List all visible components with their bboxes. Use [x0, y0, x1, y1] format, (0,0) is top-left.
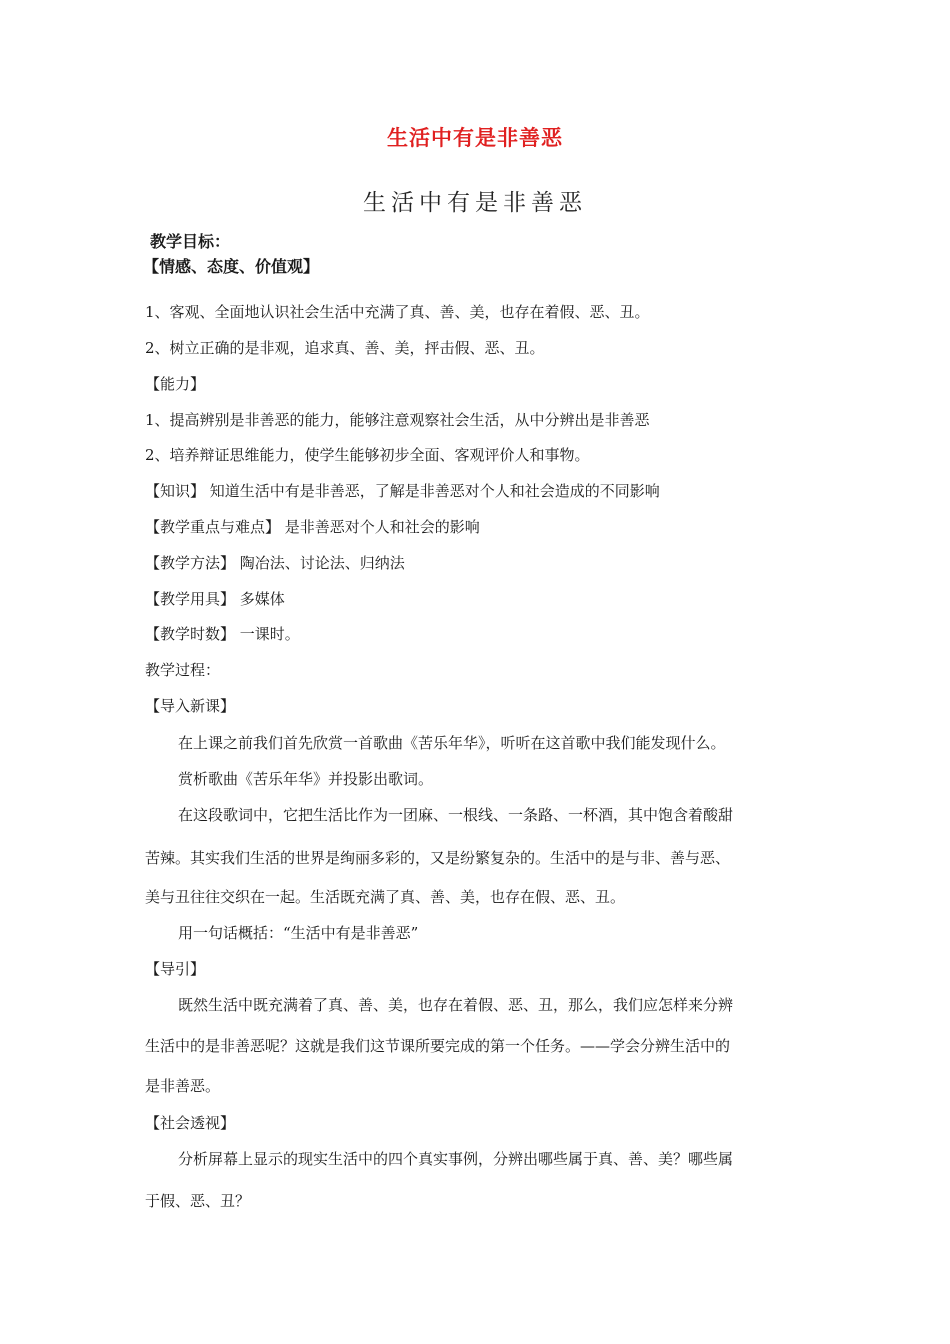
document-subtitle: 生活中有是非善恶 [363, 190, 587, 216]
section-heading-guide: 【导引】 [145, 960, 206, 978]
knowledge-line: 【知识】 知道生活中有是非善恶，了解是非善恶对个人和社会造成的不同影响 [145, 482, 660, 500]
process-heading: 教学过程： [145, 661, 221, 679]
paragraph-line: 于假、恶、丑？ [145, 1192, 251, 1210]
paragraph-line: 苦辣。其实我们生活的世界是绚丽多彩的，又是纷繁复杂的。生活中的是与非、善与恶、 [145, 849, 731, 867]
section-heading-intro: 【导入新课】 [145, 697, 236, 715]
paragraph-line: 在这段歌词中，它把生活比作为一团麻、一根线、一条路、一杯酒，其中饱含着酸甜 [178, 806, 734, 824]
paragraph-line: 用一句话概括：“生活中有是非善恶” [178, 924, 419, 942]
paragraph-line: 赏析歌曲《苦乐年华》并投影出歌词。 [178, 770, 434, 788]
paragraph-line: 2、树立正确的是非观，追求真、善、美，抨击假、恶、丑。 [145, 339, 545, 357]
paragraph-line: 美与丑往往交织在一起。生活既充满了真、善、美，也存在假、恶、丑。 [145, 888, 626, 906]
method-line: 【教学方法】 陶冶法、讨论法、归纳法 [145, 554, 405, 572]
emotion-attitude-heading: 【情感、态度、价值观】 [143, 257, 320, 276]
paragraph-line: 既然生活中既充满着了真、善、美，也存在着假、恶、丑，那么，我们应怎样来分辨 [178, 996, 734, 1014]
paragraph-line: 1、提高辨别是非善恶的能力，能够注意观察社会生活，从中分辨出是非善恶 [145, 411, 650, 429]
section-heading-society: 【社会透视】 [145, 1114, 236, 1132]
paragraph-line: 在上课之前我们首先欣赏一首歌曲《苦乐年华》，听听在这首歌中我们能发现什么。 [178, 734, 726, 752]
teaching-goals-heading: 教学目标： [150, 232, 231, 251]
paragraph-line: 生活中的是非善恶呢？这就是我们这节课所要完成的第一个任务。——学会分辨生活中的 [145, 1037, 731, 1055]
document-title: 生活中有是非善恶 [387, 126, 563, 150]
paragraph-line: 分析屏幕上显示的现实生活中的四个真实事例，分辨出哪些属于真、善、美？哪些属 [178, 1150, 734, 1168]
key-points-line: 【教学重点与难点】 是非善恶对个人和社会的影响 [145, 518, 480, 536]
paragraph-line: 1、客观、全面地认识社会生活中充满了真、善、美，也存在着假、恶、丑。 [145, 303, 650, 321]
tools-line: 【教学用具】 多媒体 [145, 590, 285, 608]
section-heading-ability: 【能力】 [145, 375, 206, 393]
hours-line: 【教学时数】 一课时。 [145, 625, 300, 643]
paragraph-line: 是非善恶。 [145, 1077, 221, 1095]
paragraph-line: 2、培养辩证思维能力，使学生能够初步全面、客观评价人和事物。 [145, 446, 590, 464]
